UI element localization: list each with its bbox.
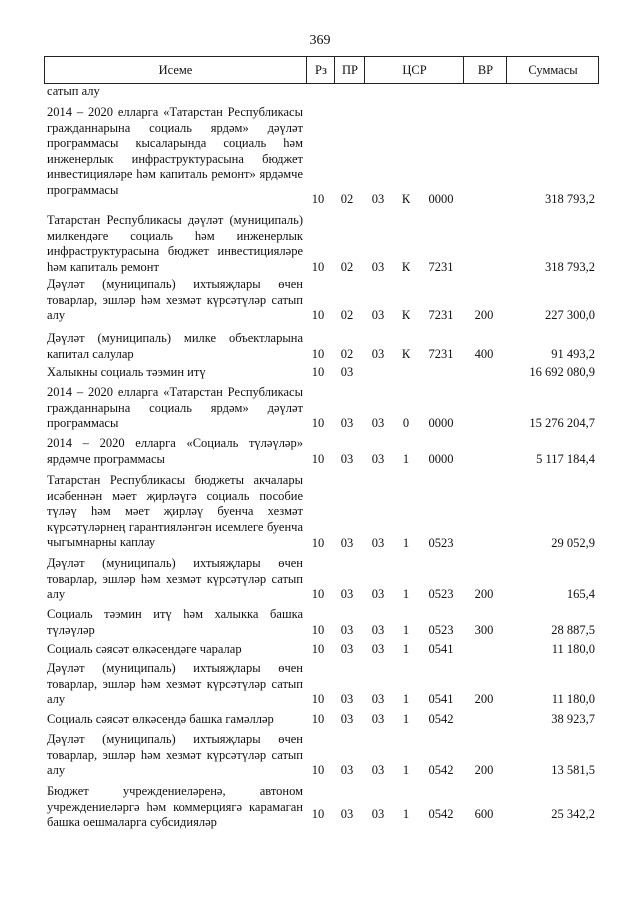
row-csr-2: 1 bbox=[402, 452, 410, 466]
row-pr: 02 bbox=[340, 192, 354, 206]
row-csr-1: 03 bbox=[371, 642, 385, 656]
row-name: Социаль сәясәт өлкәсендә башка гамәлләр bbox=[47, 712, 274, 726]
row-csr-1: 03 bbox=[371, 692, 385, 706]
row-pr: 03 bbox=[340, 365, 354, 379]
row-pr: 03 bbox=[340, 692, 354, 706]
row-name: 2014 – 2020 елларга «Татарстан Республикасы гражданнарына социаль ярдәм» дәүләт программасы bbox=[47, 385, 303, 430]
row-vr: 200 bbox=[474, 587, 494, 601]
row-name: 2014 – 2020 елларга «Татарстан Республикасы гражданнарына социаль ярдәм» дәүләт программасы кысаларында социаль һәм инженерлык инфраструктурасына бюджет инвестицияләре һәм капиталь ремонт» ярдәмче программасы bbox=[47, 105, 303, 197]
row-sum: 28 887,5 bbox=[551, 623, 595, 637]
row-csr-2: К bbox=[401, 308, 411, 322]
row-csr-2: 1 bbox=[402, 807, 410, 821]
row-csr-1: 03 bbox=[371, 536, 385, 550]
row-csr-3: 7231 bbox=[428, 260, 454, 274]
row-rz: 10 bbox=[311, 416, 325, 430]
row-csr-3: 0542 bbox=[428, 807, 454, 821]
row-name: Дәүләт (муниципаль) ихтыяҗлары өчен товарлар, эшләр һәм хезмәт күрсәтүләр сатып алу bbox=[47, 556, 303, 601]
row-rz: 10 bbox=[311, 763, 325, 777]
row-sum: 91 493,2 bbox=[551, 347, 595, 361]
row-pr: 03 bbox=[340, 623, 354, 637]
row-csr-2: 1 bbox=[402, 763, 410, 777]
row-csr-2: 1 bbox=[402, 587, 410, 601]
row-vr: 600 bbox=[474, 807, 494, 821]
row-rz: 10 bbox=[311, 452, 325, 466]
table-header bbox=[44, 56, 599, 84]
row-csr-2: 1 bbox=[402, 712, 410, 726]
row-pr: 02 bbox=[340, 260, 354, 274]
row-pr: 03 bbox=[340, 642, 354, 656]
row-rz: 10 bbox=[311, 347, 325, 361]
row-csr-1: 03 bbox=[371, 347, 385, 361]
row-sum: 29 052,9 bbox=[551, 536, 595, 550]
row-rz: 10 bbox=[311, 536, 325, 550]
row-name: Дәүләт (муниципаль) милке объектларына капитал салулар bbox=[47, 331, 303, 361]
row-csr-3: 0000 bbox=[428, 192, 454, 206]
row-sum: 11 180,0 bbox=[551, 692, 595, 706]
row-pr: 03 bbox=[340, 763, 354, 777]
row-sum: 318 793,2 bbox=[545, 192, 595, 206]
row-csr-2: К bbox=[401, 347, 411, 361]
row-rz: 10 bbox=[311, 260, 325, 274]
row-sum: 227 300,0 bbox=[545, 308, 595, 322]
row-pr: 03 bbox=[340, 536, 354, 550]
header-name: Исеме bbox=[158, 63, 193, 77]
row-sum: 15 276 204,7 bbox=[529, 416, 595, 430]
row-pr: 03 bbox=[340, 807, 354, 821]
row-csr-1: 03 bbox=[371, 807, 385, 821]
row-csr-2: 1 bbox=[402, 536, 410, 550]
row-rz: 10 bbox=[311, 587, 325, 601]
row-rz: 10 bbox=[311, 192, 325, 206]
row-csr-3: 0542 bbox=[428, 763, 454, 777]
row-pr: 03 bbox=[340, 712, 354, 726]
row-rz: 10 bbox=[311, 692, 325, 706]
row-sum: 11 180,0 bbox=[551, 642, 595, 656]
header-csr: ЦСР bbox=[364, 57, 464, 83]
row-pr: 03 bbox=[340, 416, 354, 430]
row-csr-3: 0541 bbox=[428, 642, 454, 656]
row-csr-1: 03 bbox=[371, 623, 385, 637]
row-rz: 10 bbox=[311, 807, 325, 821]
row-vr: 400 bbox=[474, 347, 494, 361]
row-rz: 10 bbox=[311, 623, 325, 637]
row-rz: 10 bbox=[311, 712, 325, 726]
row-csr-2: К bbox=[401, 192, 411, 206]
row-csr-1: 03 bbox=[371, 763, 385, 777]
row-sum: 13 581,5 bbox=[551, 763, 595, 777]
row-name: Социаль тәэмин итү һәм халыкка башка түләүләр bbox=[47, 607, 303, 637]
row-csr-1: 03 bbox=[371, 416, 385, 430]
row-rz: 10 bbox=[311, 365, 325, 379]
row-name: Дәүләт (муниципаль) ихтыяҗлары өчен товарлар, эшләр һәм хезмәт күрсәтүләр сатып алу bbox=[47, 661, 303, 706]
row-sum: 318 793,2 bbox=[545, 260, 595, 274]
row-pr: 02 bbox=[340, 308, 354, 322]
row-csr-1: 03 bbox=[371, 712, 385, 726]
row-csr-3: 7231 bbox=[428, 347, 454, 361]
row-csr-2: К bbox=[401, 260, 411, 274]
row-name: Татарстан Республикасы бюджеты акчалары исәбеннән мәет җирләүгә социаль пособие түләү һәм мәет җирләү буенча хезмәт күрсәтүләрнең гарантияләнгән исемлеге буенча чыгымнарны каплау bbox=[47, 473, 303, 549]
row-csr-3: 0523 bbox=[428, 536, 454, 550]
row-csr-1: 03 bbox=[371, 260, 385, 274]
row-vr: 300 bbox=[474, 623, 494, 637]
row-vr: 200 bbox=[474, 763, 494, 777]
row-sum: 165,4 bbox=[566, 587, 595, 601]
header-pr: ПР bbox=[334, 57, 365, 83]
row-rz: 10 bbox=[311, 642, 325, 656]
row-csr-3: 7231 bbox=[428, 308, 454, 322]
page-number: 369 bbox=[309, 33, 331, 48]
row-vr: 200 bbox=[474, 308, 494, 322]
row-name: Дәүләт (муниципаль) ихтыяҗлары өчен товарлар, эшләр һәм хезмәт күрсәтүләр сатып алу bbox=[47, 732, 303, 777]
row-name: сатып алу bbox=[47, 84, 100, 98]
row-sum: 25 342,2 bbox=[551, 807, 595, 821]
header-rz: Рз bbox=[306, 57, 335, 83]
row-name: Бюджет учреждениеләренә, автоном учреждениеләргә һәм коммерциягә карамаган башка оешмаларга субсидияләр bbox=[47, 784, 303, 829]
row-pr: 03 bbox=[340, 452, 354, 466]
row-csr-1: 03 bbox=[371, 308, 385, 322]
row-vr: 200 bbox=[474, 692, 494, 706]
row-csr-2: 1 bbox=[402, 692, 410, 706]
header-vr: ВР bbox=[463, 57, 507, 83]
row-csr-3: 0000 bbox=[428, 416, 454, 430]
row-name: Социаль сәясәт өлкәсендәге чаралар bbox=[47, 642, 242, 656]
row-csr-1: 03 bbox=[371, 587, 385, 601]
row-csr-1: 03 bbox=[371, 192, 385, 206]
row-name: Дәүләт (муниципаль) ихтыяҗлары өчен товарлар, эшләр һәм хезмәт күрсәтүләр сатып алу bbox=[47, 277, 303, 322]
row-pr: 02 bbox=[340, 347, 354, 361]
header-sum: Суммасы bbox=[506, 57, 599, 83]
row-name: Татарстан Республикасы дәүләт (муниципаль) милкендәге социаль һәм инженерлык инфраструктурасына бюджет инвестицияләре һәм капиталь ремонт bbox=[47, 213, 303, 274]
row-rz: 10 bbox=[311, 308, 325, 322]
row-name: Халыкны социаль тәэмин итү bbox=[47, 365, 206, 379]
row-pr: 03 bbox=[340, 587, 354, 601]
row-name: 2014 – 2020 елларга «Социаль түләүләр» ярдәмче программасы bbox=[47, 436, 303, 466]
row-csr-3: 0000 bbox=[428, 452, 454, 466]
row-csr-3: 0523 bbox=[428, 623, 454, 637]
row-csr-2: 1 bbox=[402, 623, 410, 637]
row-csr-1: 03 bbox=[371, 452, 385, 466]
row-csr-2: 0 bbox=[402, 416, 410, 430]
row-csr-3: 0523 bbox=[428, 587, 454, 601]
row-sum: 5 117 184,4 bbox=[536, 452, 595, 466]
row-csr-3: 0541 bbox=[428, 692, 454, 706]
row-sum: 16 692 080,9 bbox=[529, 365, 595, 379]
row-csr-2: 1 bbox=[402, 642, 410, 656]
row-sum: 38 923,7 bbox=[551, 712, 595, 726]
row-csr-3: 0542 bbox=[428, 712, 454, 726]
